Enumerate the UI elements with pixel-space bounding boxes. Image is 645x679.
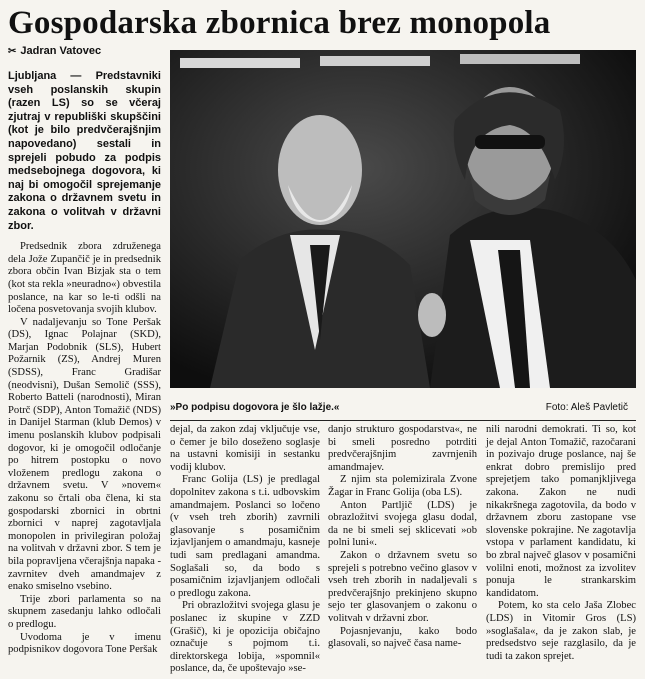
column-4 xyxy=(486,424,636,663)
photo-caption: »Po podpisu dogovora je šlo lažje.« xyxy=(170,402,340,413)
byline xyxy=(8,45,101,57)
photo-credit: Foto: Aleš Pavletič xyxy=(545,402,628,413)
photo-illustration xyxy=(170,50,636,388)
paragraph: nili narodni demokrati. Ti so, kot je dejal Anton Tomažič, razočarani in pozivajo druge poslance, naj še enkrat dobro premislijo pred sprejetjem tako pomanjkljivega zakona. Zakon ne nudi nikakršnega zagotovila, da bodo v državnem zboru zastopane vse slovenske pokrajine. Ne zagotavlja vstopa v parlament kandidatu, ki bo zbral največ glasov v posamični volilni enoti, možnost za izvolitev ponuja le strankarskim kandidatom. xyxy=(486,424,636,599)
column-1 xyxy=(8,70,161,657)
caption-divider xyxy=(170,420,636,421)
paragraph: Franc Golija (LS) je predlagal dopolnitev zakona s t.i. udbovskim amandmajem. Poslanci so ločeno (v vseh treh zborih) zavrnili glasovanje s posamičnim izjavljanjem o amandmaju, kasneje tudi sam predlagani amandma. Soglašali so, da bodo s posamičnim izjavljanjem odločali o predlogu zakona. xyxy=(170,474,320,599)
paragraph: Trije zbori parlamenta so na skupnem zasedanju lahko odločali o predlogu. xyxy=(8,593,161,630)
paragraph: dejal, da zakon zdaj vključuje vse, o čemer je bilo doseženo soglasje na ustavni komisiji in sestanku vodij klubov. xyxy=(170,424,320,473)
photo-caption-row xyxy=(170,402,636,413)
paragraph: Anton Partljič (LDS) je obrazložitvi svojega glasu dodal, da ne bi smeli sej sklicevati »ob polni luni«. xyxy=(328,499,477,549)
news-photo xyxy=(170,50,636,388)
paragraph: danjo strukturo gospodarstva«, ne bi smeli posredno potrditi predvčerajšnjim zavrnjenih amandmajev. xyxy=(328,424,477,473)
paragraph: Potem, ko sta celo Jaša Zlobec (LDS) in Vitomir Gros (LS) »soglašala«, da je zakon slab, je predsedstvo seje razglasilo, da je tudi ta zakon sprejet. xyxy=(486,600,636,662)
headline: Gospodarska zbornica brez monopola xyxy=(8,5,551,41)
paragraph: Uvodoma je v imenu podpisnikov dogovora Tone Peršak xyxy=(8,631,161,656)
scissors-icon: ✂ xyxy=(8,46,17,57)
author: Jadran Vatovec xyxy=(20,45,102,57)
column-3 xyxy=(328,424,477,651)
paragraph: Pojasnjevanju, kako bodo glasovali, so največ časa name- xyxy=(328,625,477,650)
lead-paragraph: Ljubljana — Predstavniki vseh poslanskih skupin (razen LS) so se včeraj zjutraj v republiški skupščini (kot je bilo predvčerajšnjim napovedano) sestali in sprejeli pobudo za podpis medsebojnega dogovora, ki naj bi omogočil sprejemanje zakona o državnem svetu in zakona o volitvah v državni zbor. xyxy=(8,70,161,232)
paragraph: Z njim sta polemizirala Zvone Žagar in Franc Golija (oba LS). xyxy=(328,474,477,498)
paragraph: Predsednik zbora združenega dela Jože Zupančič je in predsednik zbora občin Ivan Bizjak sta o tem (kot sta rekla »neuradno«) obvestila poslance, na kar so le-ti odšli na ločena posvetovanja svojih klubov. xyxy=(8,241,161,316)
paragraph: V nadaljevanju so Tone Peršak (DS), Ignac Polajnar (SKD), Marjan Podobnik (SLS), Hubert Požarnik (ZS), Andrej Muren (SDSS), Franc Gradišar (neodvisni), Dušan Semolič (SSS), Roberto Batteli (narodnosti), Miran Potrč (SDP), Anton Tomažič (NDS) in Danijel Starman (klub Demos) v imenu poslanskih klubov podpisali dogovor, ki je omogočil odločanje po hitrem postopku o novo vloženem predlogu zakona o državnem svetu. V »novem« zakonu so črtali oba člena, ki sta gospodarski zbornici in obrtni zbornici v naprej zagotavljala monopolen in privilegiran položaj na volitvah v državni zbor. S tem je bila popravljena včerajšnja napaka - zavrnitev dveh amandmajev z enako smiselno vsebino. xyxy=(8,316,161,593)
column-2 xyxy=(170,424,320,676)
paragraph: Pri obrazložitvi svojega glasu je poslanec iz skupine v ZZD (Grašič), ki je opozicija običajno označuje s pojmom t.i. direktorskega lobija, »spomnil« poslance, da, če upoštevajo »se- xyxy=(170,600,320,675)
paragraph: Zakon o državnem svetu so sprejeli s potrebno večino glasov v vseh treh zborih in nadaljevali s predvčerajšnjo prekinjeno skupno sejo ter glasovanjem o zakonu o volitvah v državni zbor. xyxy=(328,549,477,624)
